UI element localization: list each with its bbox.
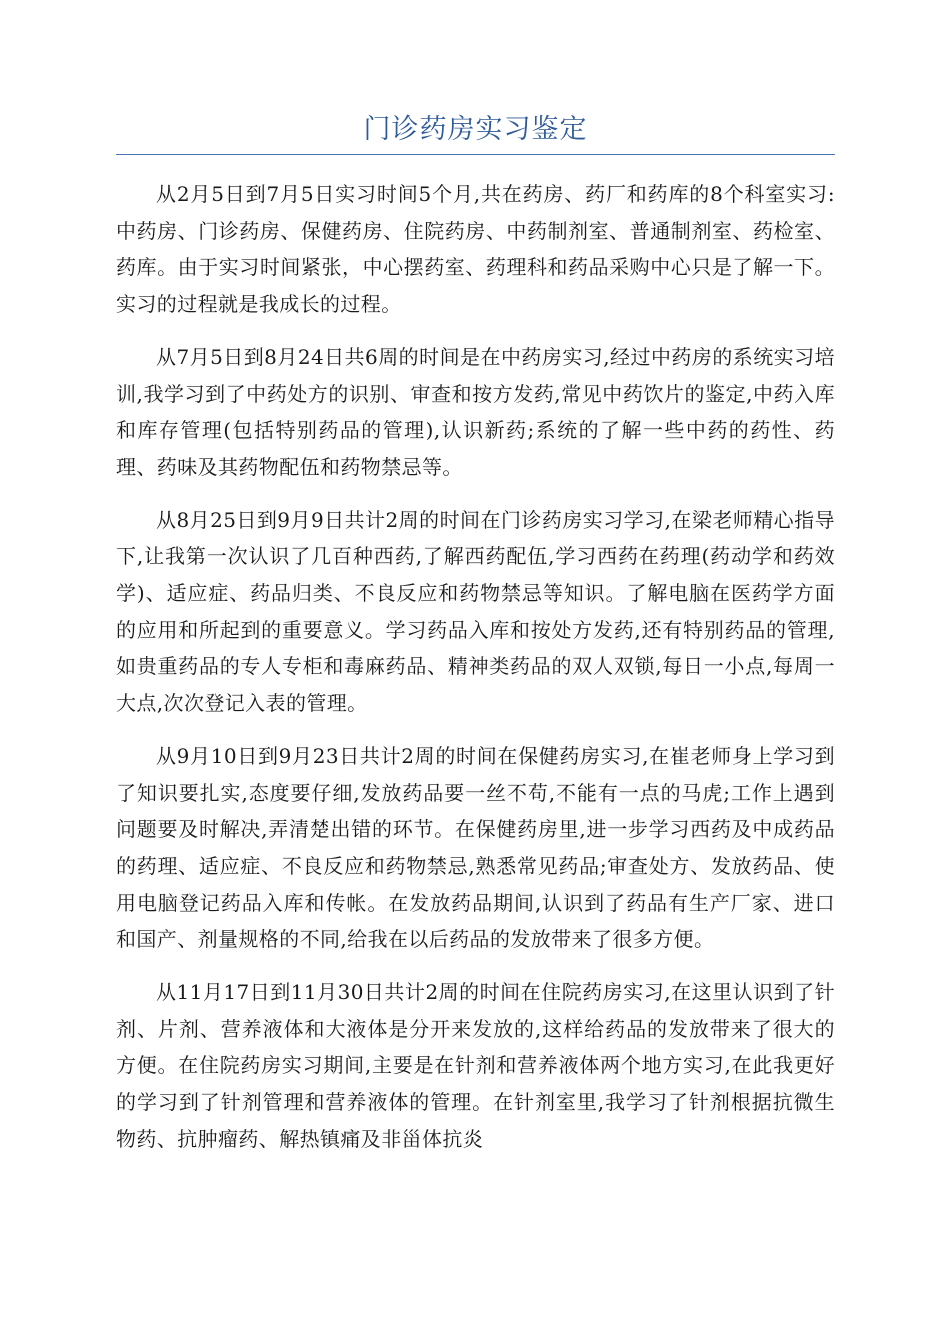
paragraph-3: 从8月25日到9月9日共计2周的时间在门诊药房实习学习,在梁老师精心指导下,让我第一次认识了几百种西药,了解西药配伍,学习西药在药理(药动学和药效学)、适应症、药品归类、不良反应和药物禁忌等知识。了解电脑在医药学方面的应用和所起到的重要意义。学习药品入库和按处方发药,还有特别药品的管理,如贵重药品的专人专柜和毒麻药品、精神类药品的双人双锁,每日一小点,每周一大点,次次登记入表的管理。 [116,507,835,716]
paragraph-2: 从7月5日到8月24日共6周的时间是在中药房实习,经过中药房的系统实习培训,我学习到了中药处方的识别、审查和按方发药,常见中药饮片的鉴定,中药入库和库存管理(包括特别药品的管理),认识新药;系统的了解一些中药的药性、药理、药味及其药物配伍和药物禁忌等。 [116,344,835,479]
document-title: 门诊药房实习鉴定 [363,114,588,145]
document-body [116,176,835,1174]
paragraph-4: 从9月10日到9月23日共计2周的时间在保健药房实习,在崔老师身上学习到了知识要扎实,态度要仔细,发放药品要一丝不苟,不能有一点的马虎;工作上遇到问题要及时解决,弄清楚出错的环节。在保健药房里,进一步学习西药及中成药品的药理、适应症、不良反应和药物禁忌,熟悉常见药品;审查处方、发放药品、使用电脑登记药品入库和传帐。在发放药品期间,认识到了药品有生产厂家、进口和国产、剂量规格的不同,给我在以后药品的发放带来了很多方便。 [116,743,835,952]
title-underline [116,154,835,155]
paragraph-1: 从2月5日到7月5日实习时间5个月,共在药房、药厂和药库的8个科室实习:中药房、门诊药房、保健药房、住院药房、中药制剂室、普通制剂室、药检室、药库。由于实习时间紧张，中心摆药室、药理科和药品采购中心只是了解一下。实习的过程就是我成长的过程。 [116,182,835,317]
paragraph-5: 从11月17日到11月30日共计2周的时间在住院药房实习,在这里认识到了针剂、片剂、营养液体和大液体是分开来发放的,这样给药品的发放带来了很大的方便。在住院药房实习期间,主要是在针剂和营养液体两个地方实习,在此我更好的学习到了针剂管理和营养液体的管理。在针剂室里,我学习了针剂根据抗微生物药、抗肿瘤药、解热镇痛及非甾体抗炎 [116,980,835,1151]
